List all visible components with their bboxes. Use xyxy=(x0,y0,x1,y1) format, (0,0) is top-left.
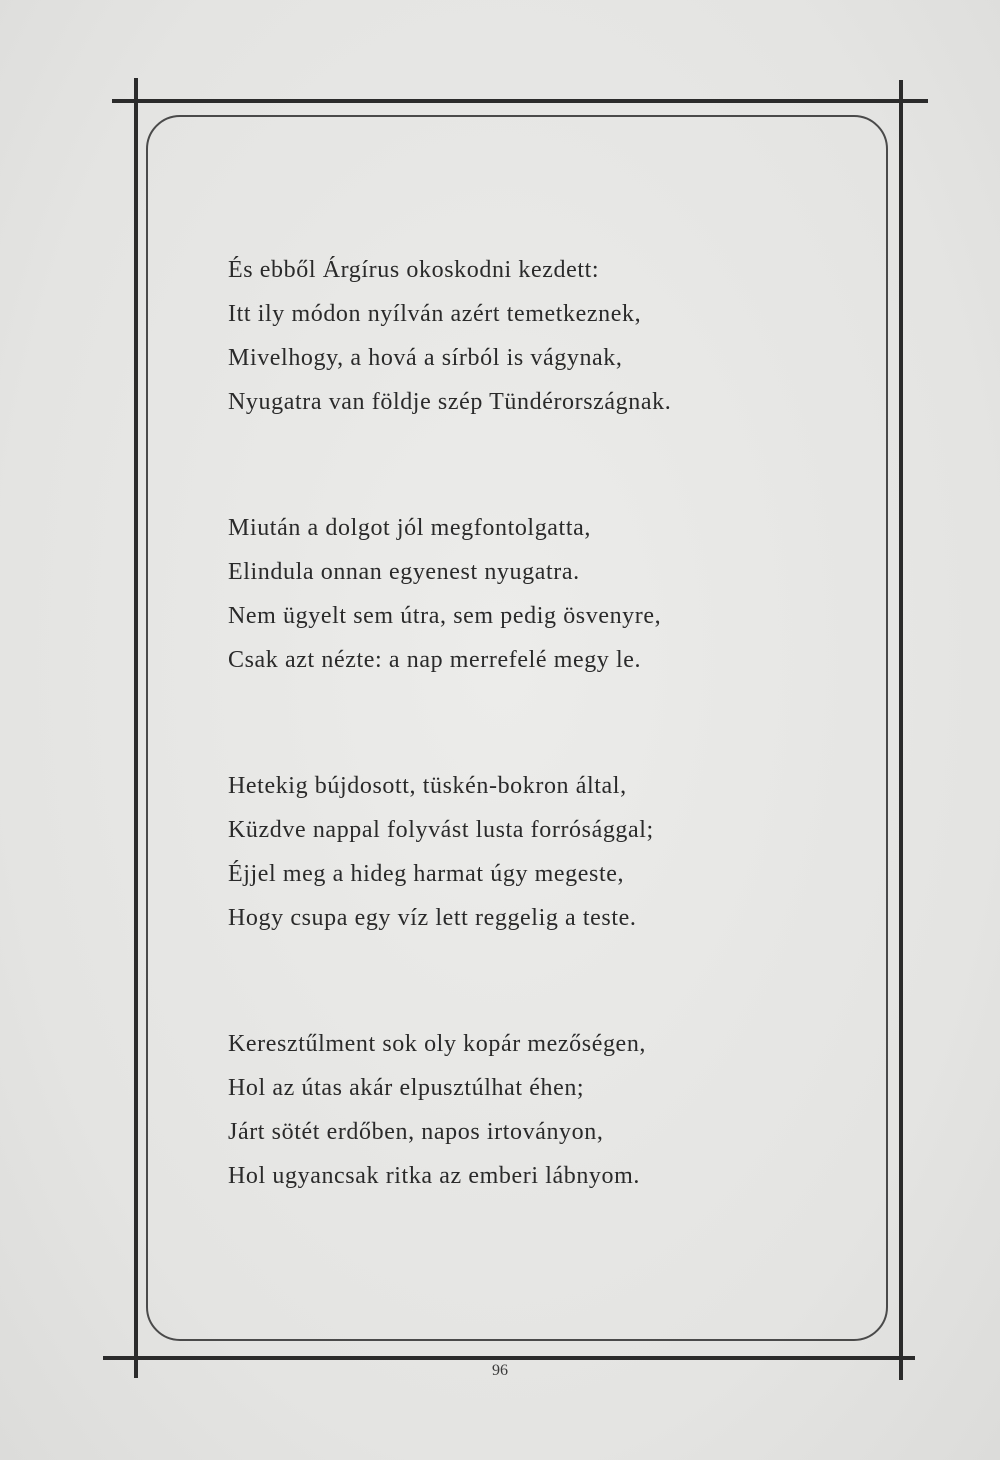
frame-left-rule xyxy=(134,78,138,1378)
frame-right-rule xyxy=(899,80,903,1380)
poem-line: Elindula onnan egyenest nyugatra. xyxy=(228,559,580,585)
stanza-3 xyxy=(228,764,848,940)
poem-line: Keresztűlment sok oly kopár mezőségen, xyxy=(228,1031,647,1057)
poem-line: Éjjel meg a hideg harmat úgy megeste, xyxy=(228,861,625,887)
poem-line: És ebből Árgírus okoskodni kezdett: xyxy=(228,257,600,283)
stanza-1 xyxy=(228,248,848,424)
poem-line: Itt ily módon nyílván azért temetkeznek, xyxy=(228,301,642,327)
stanza-2 xyxy=(228,506,848,682)
poem-line: Csak azt nézte: a nap merrefelé megy le. xyxy=(228,647,642,673)
poem-line: Hol az útas akár elpusztúlhat éhen; xyxy=(228,1075,585,1101)
frame-top-rule xyxy=(112,99,928,103)
poem-line: Járt sötét erdőben, napos irtoványon, xyxy=(228,1119,604,1145)
poem-line: Mivelhogy, a hová a sírból is vágynak, xyxy=(228,345,623,371)
poem-body xyxy=(228,248,848,1280)
frame-bottom-rule xyxy=(103,1356,915,1360)
poem-line: Nem ügyelt sem útra, sem pedig ösvenyre, xyxy=(228,603,662,629)
stanza-4 xyxy=(228,1022,848,1198)
poem-line: Küzdve nappal folyvást lusta forrósággal; xyxy=(228,817,654,843)
poem-line: Nyugatra van földje szép Tündérországnak. xyxy=(228,389,672,415)
poem-line: Hetekig bújdosott, tüskén-bokron által, xyxy=(228,773,627,799)
poem-line: Miután a dolgot jól megfontolgatta, xyxy=(228,515,591,541)
poem-line: Hol ugyancsak ritka az emberi lábnyom. xyxy=(228,1163,641,1189)
poem-line: Hogy csupa egy víz lett reggelig a teste. xyxy=(228,905,637,931)
page-number: 96 xyxy=(492,1362,508,1379)
